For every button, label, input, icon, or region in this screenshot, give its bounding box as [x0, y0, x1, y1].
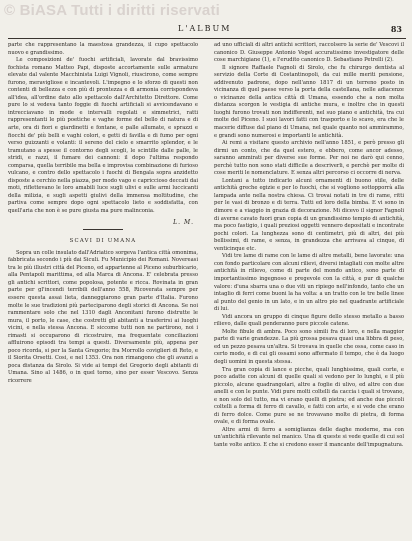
paragraph: Ai remi a visitare questo archivio nell'anno 1851, e però presso gli dirmi un conto, che da quel estero, e ebbero, come ancor adesso, saranno ammirati per diverse sue forme. Per noi ne darò qui cenno, perchè tutto non sono stati difficile a descriverli, e perchè per molte di cose meriti le nomenclature. E senza altri percorso ci occorre di nerva.	[214, 140, 404, 177]
paragraph: Altre armi di ferro a somiglianza delle daghe moderne, ma con un'antichità rilevante nel manico. Una di queste si vede quelle di cui sol tante volte antico. E che si credono esser il mancante dell'impugnatura.	[214, 426, 404, 448]
author-signature: L. M.	[173, 218, 194, 226]
left-column	[8, 42, 198, 386]
watermark: © BiASA Tutti i diritti riservati	[4, 2, 221, 19]
section-title: SCAVI DI UMANA	[69, 238, 137, 245]
section-divider	[83, 229, 123, 230]
paragraph: Il signore Raffaele Fagnoli di Sirolo, che fu chirurgo dentista al servizio della Corte di Costantinopoli, da cui mille meriti pensione, addivenuto padrone, dopo nell'anno 1817 di un terreno posto in vicinanza di quel paese verso la porta della castellana, nelle adiacenze o vicinanze della antica città di Umana, essendo che a non molta distanza scorgon le vestigia di antiche mura, e inoltre che in questi luoghi furono trovati non indifferenti, nel suo piano e antichità, tra cui molte del Piceno. I suoi lavori fatti con trasporto e lo scavo, era che le macerie diffuse dal piano di Umana, nel quale quanto noi ammirammo, e grandi sono numerosi e importanti le antichità.	[214, 64, 404, 139]
paragraph: ad uno ufficiali di altri antichi scrittori, raccolsero la serie de' Vescovi il canonico D. Giuseppe Antonio Vogel accuratissimo investigatore delle cose marchigiane (1), e l'erudito canonico D. Sebastiano Petrelli (2).	[214, 42, 404, 64]
paragraph: Vidi tre lame di rame con le lame di altre metalli, bene lavorate: una con fondo particolare con alcuni rilievi, diversi intagliati con molte altre antichità in rilievo, come di parte del mondo antico, sono parte di importantissimo ingegnoso e pregevole con la città, e pur di qualche valore: d'una sbarra una o due viti un ripiego nell'infondo, tanto che un intaglio di ferri come buoni la ha volta: a un tratto con le tre belle linee al punto del genio in un lato, e in un altro pio nel quadrante artificiale di lui.	[214, 253, 404, 313]
paragraph: Vidi ancora un gruppo di cinque figure dello stesso metallo a basso rilievo, dalle quali penderanno pure piccole catene.	[214, 313, 404, 328]
paragraph: Sopra un colle insulato dall'Adriatico sorgeva l'antica città omonima, fabbricata secondo i più dai Siculi. Fu Municipio dei Romani. Novereasi tra le più illustri città del Piceno, ed appartenne al Piceno suburbicario, alla Pentapoli marittima, ed alla Marca di Ancona. E' celebrata presso gli antichi scrittori, come popolosa, potente e ricca. Rovinata in gran parte per gl'incendi terribili dell'anno 558, Ricoverata sempre per essere questa assai lieta, danneggiarono gran parte d'Italia. Furono molte le sue tradizioni più parteciparono degli storici di Ancona. Se noi rammentare solo che nel 1310 dagli Anconitani furono distrutte le mura, il porto, le case, che costretti gli abitanti a trasferirsi ai luoghi vicini, e nella stessa Ancona. E siccome tutti non ne partirono, noi i rimasti si occuparono di ricostruire, ma frequentate conciliazioni affluirono episodi tra tempi a questi. Diversamente più, appena per poco ricorda, si per la Santa Gregorio; fra Morrollo coviglieri di Reto, e il Siorita Orsetti. Cosi, e nel 1353. Ora non rimangono che gli avanzi a poca distanza da Sirolo. Si vide ai tempi del Gregorio degli abitanti di Umana. Sino al 1486, o in quel torno, sino per esser Vescovo. Senza ricorrere	[8, 249, 198, 384]
running-title: L'ALBUM	[178, 24, 232, 33]
paragraph: Tra gran copia di lance e picche, quali lunghissime, quali corte, e poco adatte con alcuni di quelle quali si vedono per lo lunghi, e il più piccolo, alcune quadrangolari, altre a foglie di ulivo, ed altre con due anelli e con le punte. Vidi pure molti coltelli da caccia i quali si trovano, e non solo del tutto, ma vi erano quelli di pietra; ed anche due piccoli coltelli a forma di ferro di cavallo, e fatti con arte, e si vede che erano di ferro dolce. Come pure se ne trovavano molte di pietra, di forma ovale, e di forma ovale.	[214, 366, 404, 426]
right-column	[214, 42, 404, 450]
paragraph: Le composizioni de' fuochi artificiali, lavorate dal bravissimo fochista romano Matteo Papi, disposte accortamente sulle armature elevate dal valente Macchinista Luigi Vignoli, riuscirono, come sempre furono, meravigliose e incantevoli. L'impegno e lo sforzo di questi non contenti di bellezza e con più di prontezza e di armonia corrispondeva all'idea, all'ordine dato allo spettacolo dall'Architetto Direttore. Come pure lo si vedeva tanto foggie di fuochi artificiali si avvicendavano e intrecciavano in mode e intervalli regolati e simmetrici, ratti rappresentanti le più poetiche e vaghe forme del bello di natura e di arte, ora di fiori e giardinetti e fontane, e palle allumate, e sprazzi e fiocchi de' più belli e vaghi colori, e getti di favilla e di fumo per ogni verso guizzanti e volanti: il sereno del cielo e smarrito splendor, e le tramutano a spesse il contorno degli scogli, le scintille dalle palle, le stridi, e razzi, il fumare dei cannoni: il dopo l'ultima respondo comparsa, quella terribile ma bella e improvisa combinazione di furioso vulcano, e contro dello spettacolo i fuochi di Bengala sopra anzidetto disposte a cerchio nella piazza, per modo vago e capriccioso deccati dai moti, riflettevano le loro amabili luce sugli ulivi e sulle armi luccicanti della milizia, e sugli aspetti giulivi della immensa moltitudine, che partiva come sempre dopo ogni spettacolo lieto e soddisfatta, con quell'aria che non è se pure giusta ma pure malinconia.	[8, 57, 198, 215]
paragraph: Lontani a tutto indicarlo alcuni ornamenti di buono stile, delle antichità greche egizie e per lo fuochi, che si vogliono sottopporrà alla lampada ante nella nostra chiesa. Ci trovai notati in tre di rame, ritti per le vasi di bronzo e di terra. Tutti ed loro della bimba. E vi sono in dimore e a viaggio in grazia di decorazione. Mi dicevo il signor Fagnoli di averne cavato fuori gran copia di un grandissimo tempio di antichità, ma poco fastigio, i quali preziosi oggetti vennero depositati e incontrate pochi colori. La lunghezza sono di centimetri, più di altri, dei più bellissimi, di rame, e senza, in grandezza che arrivava al cinque, di venticinque etc.	[214, 177, 404, 252]
page-header	[8, 24, 406, 39]
page	[8, 0, 406, 541]
page-number: 83	[390, 24, 402, 34]
paragraph: Molte fibule di ambra. Poco sono simili fra di loro, e nella maggior parte di varie grandezze. La più grossa pesava quasi una libbra di peso, ed un pezzo pesava un'altra. Si trovava in quelle che ossa, come caso in certo modo, e di cui gli ossami sono affermato il tempo, che è da luogo degli uomini in questa stessa.	[214, 328, 404, 365]
paragraph: parte che rappresentano la maestosa grandezza, il cupo spettacolo nuovo e grandissimo.	[8, 42, 198, 56]
